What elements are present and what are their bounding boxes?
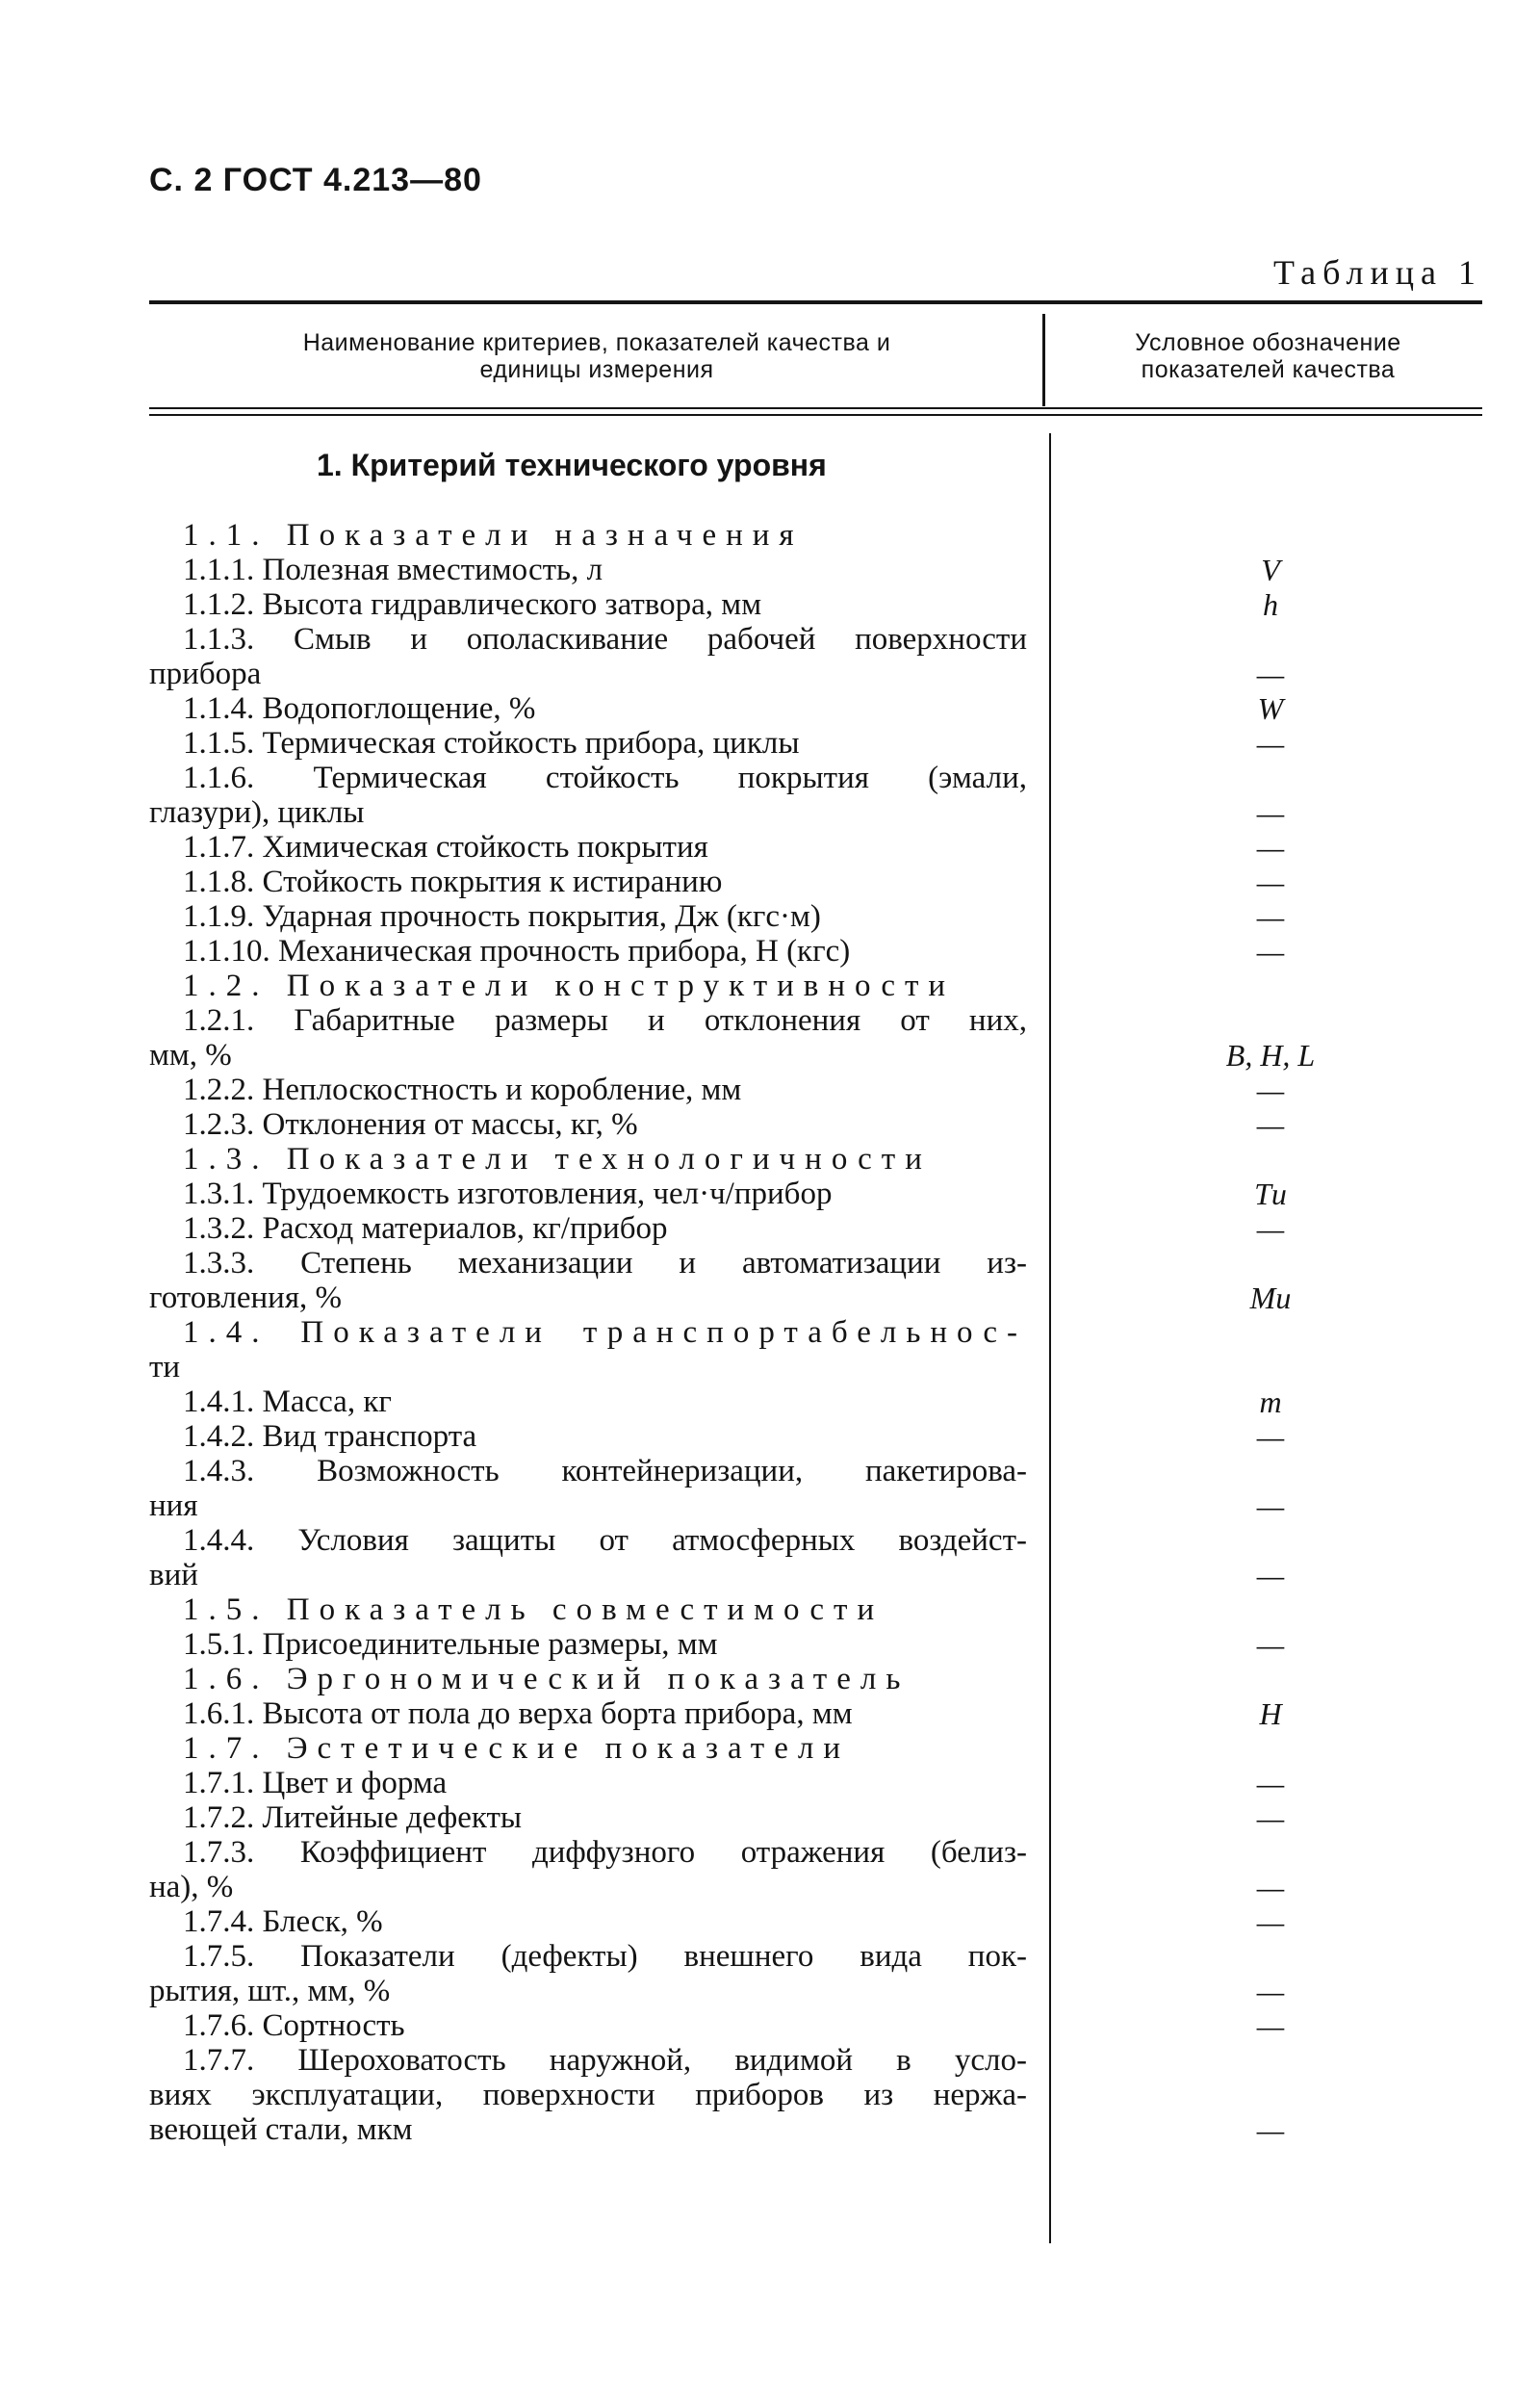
- row-criterion: [149, 2043, 1027, 2147]
- column-header-symbol-line: показателей качества: [1141, 356, 1396, 383]
- row-symbol: —: [1256, 795, 1285, 830]
- column-header-criteria-line: Наименование критериев, показателей качества и: [302, 329, 891, 356]
- row-criterion: [149, 1003, 1027, 1073]
- row-criterion-line: 1.3.2. Расход материалов, кг/прибор: [183, 1211, 668, 1246]
- table-row: [149, 1696, 1282, 1731]
- row-symbol: —: [1256, 1800, 1285, 1835]
- row-criterion-line: 1.4.3. Возможность контейнеризации, пакетирова-: [183, 1454, 1027, 1488]
- table-row: [149, 1523, 1285, 1592]
- row-criterion-line: 1.7. Эстетические показатели: [183, 1731, 850, 1766]
- row-criterion: [149, 899, 1027, 934]
- row-criterion: [149, 1315, 1027, 1384]
- row-criterion-line: 1.7.1. Цвет и форма: [183, 1766, 448, 1800]
- row-symbol: —: [1256, 1766, 1285, 1800]
- column-header-symbol-line: Условное обозначение: [1135, 329, 1401, 356]
- row-criterion: [149, 1731, 1027, 1766]
- table-row: [149, 691, 1284, 726]
- row-criterion-line: 1.2.3. Отклонения от массы, кг, %: [183, 1107, 638, 1142]
- row-criterion: [149, 934, 1027, 969]
- row-symbol: —: [1256, 1211, 1285, 1246]
- table-row: [149, 1003, 1316, 1073]
- page-header: С. 2 ГОСТ 4.213—80: [149, 162, 482, 198]
- row-criterion-line: мм, %: [149, 1038, 232, 1073]
- row-criterion-line: 1.7.5. Показатели (дефекты) внешнего вида пок-: [183, 1939, 1027, 1974]
- table-row: [149, 2008, 1285, 2043]
- table-row: [149, 1904, 1285, 1939]
- row-criterion-line: ния: [149, 1488, 198, 1523]
- row-symbol: h: [1263, 587, 1278, 622]
- row-criterion: [149, 1454, 1027, 1523]
- row-criterion: [149, 691, 1027, 726]
- row-symbol: —: [1256, 1107, 1285, 1142]
- row-symbol: Tи: [1254, 1177, 1287, 1211]
- row-criterion-line: 1.3. Показатели технологичности: [183, 1142, 932, 1177]
- row-symbol: —: [1256, 865, 1285, 899]
- table-row: [149, 1246, 1292, 1315]
- row-criterion-line: 1.3.1. Трудоемкость изготовления, чел·ч/прибор: [183, 1177, 833, 1211]
- row-criterion: [149, 1939, 1027, 2008]
- row-criterion-line: 1.4.4. Условия защиты от атмосферных воздейст-: [183, 1523, 1027, 1558]
- row-criterion: [149, 865, 1027, 899]
- row-criterion: [149, 1211, 1027, 1246]
- row-criterion-line: 1.1. Показатели назначения: [183, 518, 804, 553]
- table-row: [149, 1835, 1285, 1904]
- row-symbol: Mи: [1249, 1281, 1292, 1315]
- row-criterion-line: 1.4.1. Масса, кг: [183, 1384, 392, 1419]
- row-criterion-line: 1.4. Показатели транспортабельнос-: [183, 1315, 1027, 1350]
- row-symbol: —: [1256, 1073, 1285, 1107]
- row-symbol: —: [1256, 726, 1285, 761]
- row-criterion-line: 1.6.1. Высота от пола до верха борта прибора, мм: [183, 1696, 853, 1731]
- row-criterion: [149, 1419, 1027, 1454]
- table-row: [149, 1627, 1285, 1662]
- row-criterion-line: 1.7.6. Сортность: [183, 2008, 405, 2043]
- row-criterion-line: 1.3.3. Степень механизации и автоматизации из-: [183, 1246, 1027, 1281]
- row-criterion-line: глазури), циклы: [149, 795, 365, 830]
- table-row: [149, 865, 1285, 899]
- row-symbol: —: [1256, 1974, 1285, 2008]
- row-symbol: —: [1256, 1488, 1285, 1523]
- row-criterion: [149, 1662, 1027, 1696]
- row-symbol: W: [1257, 691, 1284, 726]
- table-row: [149, 1107, 1285, 1142]
- row-criterion: [149, 1835, 1027, 1904]
- row-symbol: B, H, L: [1225, 1038, 1316, 1073]
- column-header-symbol: [1054, 329, 1482, 383]
- row-criterion-line: 1.7.4. Блеск, %: [183, 1904, 383, 1939]
- header-double-rule-top: [149, 407, 1482, 409]
- table-row: [149, 622, 1285, 691]
- row-criterion: [149, 587, 1027, 622]
- row-symbol: H: [1259, 1696, 1282, 1731]
- row-criterion-line: 1.2.1. Габаритные размеры и отклонения от них,: [183, 1003, 1027, 1038]
- row-criterion-line: 1.1.1. Полезная вместимость, л: [183, 553, 603, 587]
- row-criterion-line: веющей стали, мкм: [149, 2112, 413, 2147]
- table-row: [149, 1419, 1285, 1454]
- row-symbol: —: [1256, 1870, 1285, 1904]
- row-criterion: [149, 1627, 1027, 1662]
- row-symbol: —: [1256, 934, 1285, 969]
- row-criterion: [149, 726, 1027, 761]
- row-criterion-line: 1.1.4. Водопоглощение, %: [183, 691, 536, 726]
- table-row: [149, 726, 1285, 761]
- row-criterion: [149, 1800, 1027, 1835]
- table-row: [149, 899, 1285, 934]
- row-criterion: [149, 1766, 1027, 1800]
- table-row-group: [149, 1662, 1112, 1696]
- table-body: [149, 518, 1316, 2147]
- row-criterion-line: 1.2. Показатели конструктивности: [183, 969, 956, 1003]
- row-criterion-line: 1.1.5. Термическая стойкость прибора, циклы: [183, 726, 800, 761]
- row-criterion-line: виях эксплуатации, поверхности приборов из нержа-: [149, 2078, 1027, 2112]
- row-criterion-line: рытия, шт., мм, %: [149, 1974, 391, 2008]
- table-row: [149, 587, 1278, 622]
- table-row: [149, 1073, 1285, 1107]
- row-criterion-line: готовления, %: [149, 1281, 343, 1315]
- row-symbol: —: [1256, 2008, 1285, 2043]
- row-criterion: [149, 553, 1027, 587]
- header-double-rule-bottom: [149, 414, 1482, 416]
- table-row: [149, 1766, 1285, 1800]
- row-symbol: —: [1256, 1558, 1285, 1592]
- table-row: [149, 1384, 1282, 1419]
- row-symbol: —: [1256, 1419, 1285, 1454]
- row-criterion: [149, 1246, 1027, 1315]
- table-top-rule: [149, 300, 1482, 304]
- table-row: [149, 553, 1280, 587]
- row-criterion: [149, 1142, 1027, 1177]
- row-criterion: [149, 1107, 1027, 1142]
- table-row-group: [149, 1592, 1112, 1627]
- row-criterion-line: 1.5. Показатель совместимости: [183, 1592, 885, 1627]
- table-row: [149, 934, 1285, 969]
- row-criterion-line: 1.1.3. Смыв и ополаскивание рабочей поверхности: [183, 622, 1027, 657]
- row-criterion: [149, 1592, 1027, 1627]
- row-criterion: [149, 1696, 1027, 1731]
- table-row: [149, 761, 1285, 830]
- table-row: [149, 1211, 1285, 1246]
- row-symbol: —: [1256, 2112, 1285, 2147]
- table-row-group: [149, 1731, 1112, 1766]
- row-symbol: —: [1256, 1904, 1285, 1939]
- row-criterion-line: 1.4.2. Вид транспорта: [183, 1419, 477, 1454]
- table-row: [149, 1454, 1285, 1523]
- row-symbol: —: [1256, 899, 1285, 934]
- table-row: [149, 2043, 1285, 2147]
- row-symbol: V: [1261, 553, 1280, 587]
- table-row-group: [149, 1315, 1112, 1384]
- row-criterion-line: 1.7.2. Литейные дефекты: [183, 1800, 523, 1835]
- row-criterion: [149, 1904, 1027, 1939]
- row-criterion: [149, 1073, 1027, 1107]
- row-symbol: —: [1256, 830, 1285, 865]
- row-criterion: [149, 761, 1027, 830]
- section-title: 1. Критерий технического уровня: [317, 448, 827, 482]
- row-criterion-line: 1.1.9. Ударная прочность покрытия, Дж (кгс·м): [183, 899, 821, 934]
- row-criterion-line: на), %: [149, 1870, 234, 1904]
- row-criterion: [149, 622, 1027, 691]
- column-header-criteria-line: единицы измерения: [479, 356, 714, 383]
- table-row-group: [149, 1142, 1112, 1177]
- row-symbol: m: [1259, 1384, 1282, 1419]
- row-criterion: [149, 1177, 1027, 1211]
- row-criterion-line: прибора: [149, 657, 262, 691]
- table-caption: Таблица 1: [1273, 253, 1482, 292]
- row-criterion-line: 1.7.7. Шероховатость наружной, видимой в усло-: [183, 2043, 1027, 2078]
- table-row: [149, 830, 1285, 865]
- row-criterion: [149, 1523, 1027, 1592]
- row-criterion: [149, 2008, 1027, 2043]
- column-header-criteria: [164, 329, 1030, 383]
- row-criterion-line: 1.1.6. Термическая стойкость покрытия (эмали,: [183, 761, 1027, 795]
- row-criterion-line: вий: [149, 1558, 198, 1592]
- row-criterion: [149, 518, 1027, 553]
- row-criterion-line: ти: [149, 1350, 181, 1384]
- row-criterion-line: 1.2.2. Неплоскостность и коробление, мм: [183, 1073, 742, 1107]
- row-criterion: [149, 830, 1027, 865]
- row-criterion-line: 1.1.7. Химическая стойкость покрытия: [183, 830, 708, 865]
- table-row-group: [149, 969, 1112, 1003]
- row-criterion-line: 1.6. Эргономический показатель: [183, 1662, 911, 1696]
- table-row: [149, 1177, 1287, 1211]
- row-symbol: —: [1256, 1627, 1285, 1662]
- row-criterion-line: 1.5.1. Присоединительные размеры, мм: [183, 1627, 718, 1662]
- row-criterion-line: 1.1.10. Механическая прочность прибора, Н (кгс): [183, 934, 851, 969]
- header-column-divider: [1042, 314, 1045, 406]
- row-symbol: —: [1256, 657, 1285, 691]
- row-criterion-line: 1.1.2. Высота гидравлического затвора, мм: [183, 587, 762, 622]
- table-row-group: [149, 518, 1112, 553]
- row-criterion: [149, 969, 1027, 1003]
- row-criterion: [149, 1384, 1027, 1419]
- row-criterion-line: 1.1.8. Стойкость покрытия к истиранию: [183, 865, 723, 899]
- table-row: [149, 1800, 1285, 1835]
- table-row: [149, 1939, 1285, 2008]
- row-criterion-line: 1.7.3. Коэффициент диффузного отражения (белиз-: [183, 1835, 1027, 1870]
